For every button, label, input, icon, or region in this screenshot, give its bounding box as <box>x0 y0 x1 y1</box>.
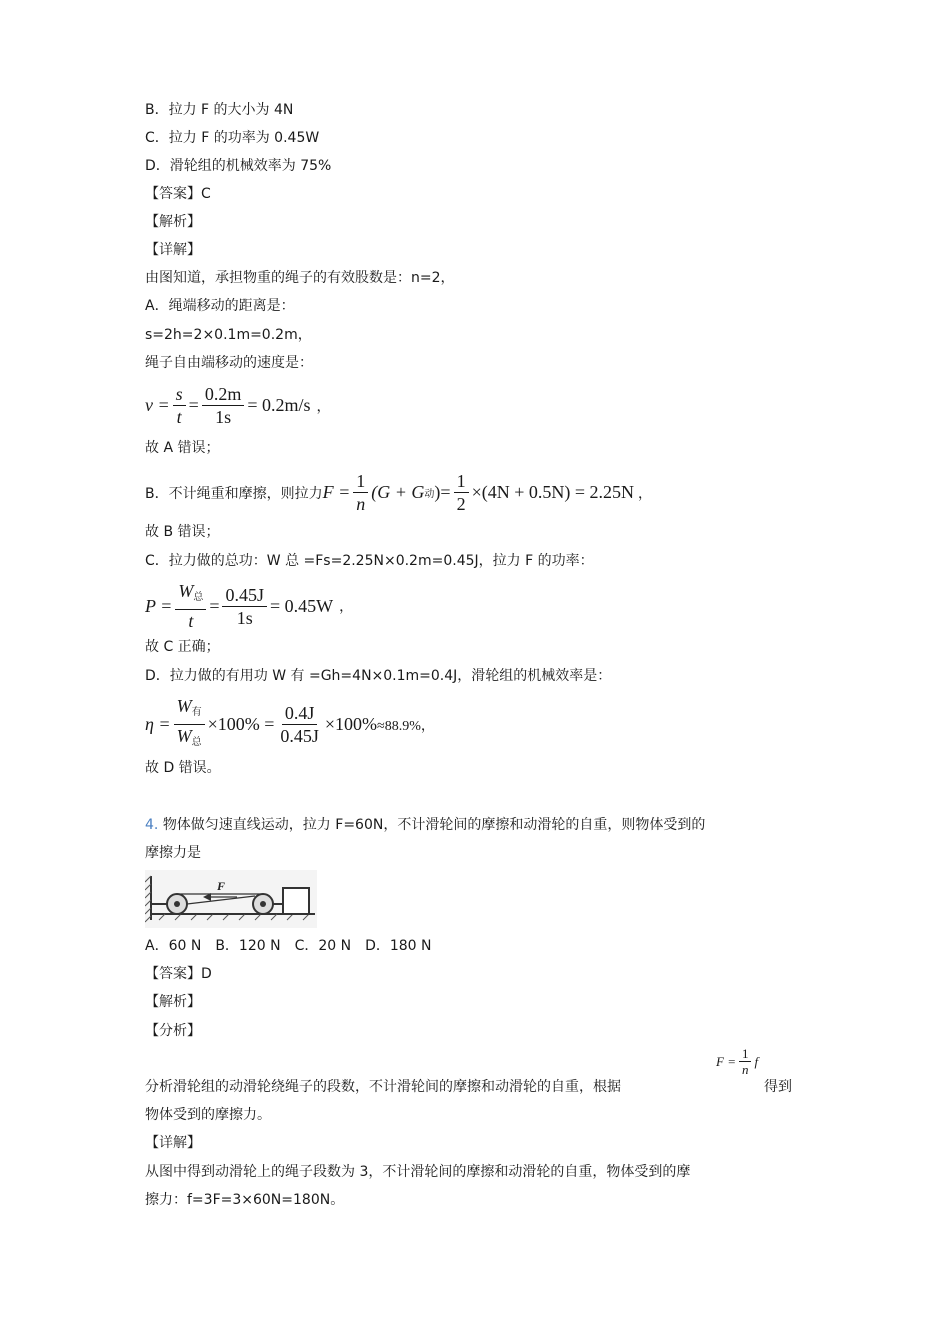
eq-text: F = <box>322 482 351 502</box>
pulley-figure <box>145 870 317 928</box>
numerator: 0.2m <box>202 383 245 406</box>
formula-f <box>716 1046 758 1077</box>
text-line: 故 A 错误； <box>145 440 220 456</box>
numerator: s <box>173 383 186 406</box>
detail-label: 【详解】 <box>145 1135 201 1151</box>
denominator: n <box>741 1062 749 1077</box>
eq-text: (G + G <box>371 482 425 502</box>
eq-text: f <box>754 1053 759 1069</box>
denominator: 0.45J <box>280 726 319 746</box>
option-b: B．拉力 F 的大小为 4N <box>145 102 294 118</box>
eq-text: ， <box>316 399 331 415</box>
denominator: 2 <box>456 494 466 514</box>
text-line: 故 D 错误。 <box>145 760 221 776</box>
analysis-text: 得到 <box>764 1079 792 1095</box>
numerator: W <box>176 696 192 716</box>
denominator: W <box>176 726 192 746</box>
eq-text: B．不计绳重和摩擦，则拉力 <box>145 485 323 502</box>
eq-text: F = <box>716 1053 736 1069</box>
eq-text: = <box>209 595 220 616</box>
eq-text: P = <box>145 595 173 616</box>
force-label: F <box>217 879 226 893</box>
fraction <box>173 383 186 428</box>
eq-text: )= <box>434 482 451 502</box>
question-4-stem <box>145 815 705 835</box>
text-line: 由图知道，承担物重的绳子的有效股数是：n=2， <box>145 270 455 286</box>
denominator: t <box>176 407 182 427</box>
eq-text: ≈88.9%， <box>377 718 435 734</box>
analysis-text: 物体受到的摩擦力。 <box>145 1107 271 1123</box>
subscript: 动 <box>424 489 435 500</box>
eq-text: ×(4N + 0.5N) = 2.25N <box>471 482 635 502</box>
eq-text: = 0.45W <box>270 595 334 616</box>
analysis-text: 分析滑轮组的动滑轮绕绳子的段数，不计滑轮间的摩擦和动滑轮的自重，根据 <box>145 1079 621 1095</box>
text-line: s=2h=2×0.1m=0.2m， <box>145 327 312 343</box>
stem-text: 摩擦力是 <box>145 845 201 861</box>
eq-text: = <box>188 395 199 415</box>
analysis-label: 【解析】 <box>145 214 201 230</box>
numerator: 1 <box>739 1046 752 1062</box>
fraction <box>175 580 206 632</box>
text-line: A．绳端移动的距离是： <box>145 298 295 314</box>
detail-text: 从图中得到动滑轮上的绳子段数为 3，不计滑轮间的摩擦和动滑轮的自重，物体受到的摩 <box>145 1164 691 1180</box>
text-line: 故 B 错误； <box>145 524 220 540</box>
eq-text: η = <box>145 714 171 734</box>
eq-text: = 0.2m/s <box>247 395 311 415</box>
answer-label: 【答案】D <box>145 966 212 982</box>
numerator: W <box>178 581 194 601</box>
fenxi-label: 【分析】 <box>145 1023 201 1039</box>
fraction <box>739 1046 752 1077</box>
detail-text: 擦力：f=3F=3×60N=180N。 <box>145 1192 345 1208</box>
question-number: 4. <box>145 817 159 833</box>
fraction <box>174 695 205 754</box>
options-line: A．60 N B．120 N C．20 N D．180 N <box>145 938 432 954</box>
numerator: 1 <box>454 470 469 493</box>
fraction <box>222 584 267 629</box>
eq-text: ， <box>638 486 653 502</box>
fraction <box>454 470 469 515</box>
fraction <box>277 702 322 747</box>
numerator: 0.45J <box>222 584 267 607</box>
eq-text: v = <box>145 395 170 415</box>
subscript: 总 <box>193 592 204 603</box>
denominator: t <box>188 611 194 631</box>
text-line: D．拉力做的有用功 W 有 =Gh=4N×0.1m=0.4J，滑轮组的机械效率是： <box>145 668 612 684</box>
text-line: 故 C 正确； <box>145 639 220 655</box>
analysis-label: 【解析】 <box>145 994 201 1010</box>
numerator: 0.4J <box>282 702 318 725</box>
denominator: n <box>356 494 366 514</box>
eq-text: ， <box>339 600 354 615</box>
text-line: 绳子自由端移动的速度是： <box>145 355 313 371</box>
eq-text: ×100% <box>324 714 378 734</box>
text-line: C．拉力做的总功：W 总 =Fs=2.25N×0.2m=0.45J，拉力 F 的功率： <box>145 553 594 569</box>
fraction <box>353 470 368 515</box>
fraction <box>202 383 245 428</box>
detail-label: 【详解】 <box>145 242 201 258</box>
numerator: 1 <box>353 470 368 493</box>
denominator: 1s <box>236 607 253 628</box>
eq-text: ×100% = <box>207 714 275 734</box>
power-equation <box>145 580 353 632</box>
denominator: 1s <box>215 407 232 427</box>
stem-text: 物体做匀速直线运动，拉力 F=60N，不计滑轮间的摩擦和动滑轮的自重，则物体受到的 <box>162 817 706 833</box>
subscript: 总 <box>191 737 202 748</box>
efficiency-equation <box>145 695 435 754</box>
option-d: D．滑轮组的机械效率为 75% <box>145 158 332 174</box>
subscript: 有 <box>191 707 202 718</box>
force-equation <box>145 470 652 515</box>
option-c: C．拉力 F 的功率为 0.45W <box>145 130 320 146</box>
velocity-equation <box>145 383 331 428</box>
answer-label: 【答案】C <box>145 186 211 202</box>
